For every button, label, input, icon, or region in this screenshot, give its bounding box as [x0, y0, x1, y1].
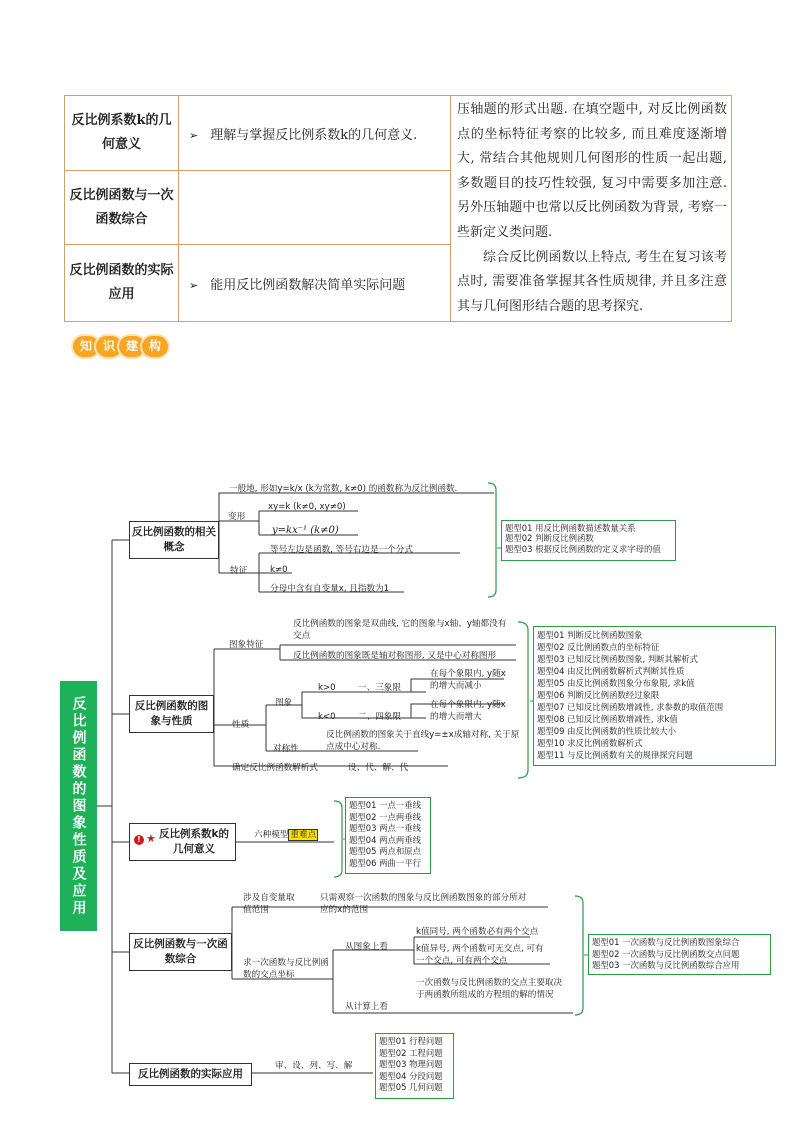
range-label: 涉及自变量取值范围	[243, 893, 295, 915]
star-icon: ★	[146, 832, 156, 845]
branch-application: 反比例函数的实际应用	[129, 1063, 252, 1086]
label-graph-feature: 图象特征	[229, 640, 264, 650]
topic-cell: 反比例函数与一次函数综合	[65, 171, 179, 245]
question-type: 题型06 判断反比例函数经过象限	[537, 690, 660, 700]
graph-view-label: 从图象上看	[345, 942, 388, 952]
graph-feature-1: 反比例函数的图象是双曲线, 它的图象与x轴、y轴都没有交点	[293, 619, 507, 641]
exam-note-p1: 压轴题的形式出题. 在填空题中, 对反比例函数点的坐标特征考察的比较多, 而且难度逐渐增大, 常结合其他规则几何图形的性质一起出题, 多数题目的技巧性较强, 复习中需要多加注意. 另外压轴题中也常以反比例函数为背景, 考察一些新定义类问题.	[457, 102, 727, 240]
question-type: 题型03 已知反比例函数图象, 判断其解析式	[537, 654, 699, 664]
label-feature: 特征	[230, 566, 248, 576]
arrow-icon: ➢	[189, 278, 199, 292]
goal-text: 能用反比例函数解决简单实际问题	[210, 277, 406, 293]
question-type: 题型03 一次函数与反比例函数综合应用	[592, 960, 740, 971]
question-type: 题型04 由反比例函数解析式判断其性质	[537, 666, 685, 676]
question-type: 题型06 两曲一平行	[349, 857, 421, 868]
question-types-box	[588, 934, 771, 975]
key-difficulty-tag: 重难点	[290, 830, 317, 840]
question-type: 题型04 分段问题	[379, 1070, 443, 1081]
topic-cell: 反比例函数的实际应用	[65, 245, 179, 322]
exam-note-p2: 综合反比例函数以上特点, 考生在复习该考点时, 需要准备掌握其各性质规律, 并且多注意其与几何图形结合题的思考探究.	[457, 249, 727, 314]
question-type: 题型02 工程问题	[379, 1047, 443, 1058]
label-graph: 图象	[275, 698, 293, 708]
branch-concept: 反比例函数的相关概念	[129, 521, 219, 559]
transform-2: y=kx⁻¹ (k≠0)	[272, 525, 339, 536]
question-type: 题型05 两点和原点	[349, 846, 421, 857]
k-positive: k>0	[318, 683, 336, 693]
calc-view-label: 从计算上看	[345, 1002, 388, 1012]
decreasing-text: 在每个象限内, y随x的增大而减小	[430, 669, 506, 691]
question-type: 题型02 反比例函数点的坐标特征	[537, 642, 660, 652]
question-type: 题型03 根据反比例函数的定义求字母的值	[505, 543, 661, 554]
question-type: 题型03 两点一垂线	[349, 823, 421, 834]
branch-linear-combo: 反比例函数与一次函数综合	[129, 933, 232, 971]
feature-3: 分母中含有自变量x, 且指数为1	[270, 584, 390, 594]
quadrant-1-3: 一、三象限	[358, 683, 401, 693]
question-type: 题型09 由反比例函数的性质比较大小	[537, 726, 676, 736]
range-text: 只需观察一次函数的图象与反比例函数图象的部分所对应的x的范围	[320, 893, 527, 915]
calc-text: 一次函数与反比例函数的交点主要取决于两函数所组成的方程组的解的情况	[416, 978, 563, 1000]
question-type: 题型02 一次函数与反比例函数交点问题	[592, 948, 740, 959]
steps-text: 审、设、列、写、解	[275, 1061, 353, 1071]
same-sign-text: k值同号, 两个函数必有两个交点	[416, 927, 539, 937]
question-types-box	[533, 626, 776, 766]
quadrant-2-4: 二、四象限	[358, 712, 401, 722]
question-type: 题型05 由反比例函数图象分布象限, 求k值	[537, 678, 695, 688]
question-type: 题型01 一次函数与反比例函数图象综合	[592, 937, 740, 947]
analytic-steps: 设、代、解、代	[348, 763, 409, 773]
graph-feature-2: 反比例函数的图象既是轴对称图形, 又是中心对称图形	[293, 651, 497, 661]
branch-graph-properties: 反比例函数的图象与性质	[129, 695, 214, 733]
question-type: 题型02 判断反比例函数	[505, 533, 594, 544]
badge-char: 构	[142, 336, 168, 357]
k-negative: k<0	[318, 712, 336, 722]
goal-text: 理解与掌握反比例系数k的几何意义.	[210, 127, 418, 143]
branch-k-geometry: 反比例系数k的几何意义	[129, 823, 236, 861]
feature-2: k≠0	[270, 565, 288, 575]
question-type: 题型01 判断反比例函数图象	[537, 630, 643, 640]
badge-char: 知	[73, 336, 99, 357]
question-type: 题型08 已知反比例函数增减性, 求k值	[537, 714, 678, 724]
feature-1: 等号左边是函数, 等号右边是一个分式	[270, 545, 413, 555]
symmetry-text: 反比例函数的图象关于直线y=±x成轴对称, 关于原点成中心对称.	[326, 730, 520, 752]
label-analytic: 确定反比例函数解析式	[232, 763, 318, 773]
question-type: 题型01 一点一垂线	[349, 800, 421, 810]
question-type: 题型01 用反比例函数描述数量关系	[505, 523, 636, 533]
question-type: 题型07 已知反比例函数增减性, 求参数的取值范围	[537, 702, 724, 712]
important-icon: !	[134, 835, 144, 845]
question-types-box	[345, 797, 431, 874]
transform-1: xy=k (k≠0, xy≠0)	[268, 502, 346, 512]
question-type: 题型05 几何问题	[379, 1082, 443, 1093]
arrow-icon: ➢	[189, 128, 199, 142]
label-property: 性质	[232, 720, 250, 730]
topic-cell: 反比例系数k的几何意义	[65, 96, 179, 171]
question-type: 题型04 两点两垂线	[349, 834, 421, 845]
badge-char: 识	[96, 336, 122, 357]
definition-text: 一般地, 形如y=k/x (k为常数, k≠0) 的函数称为反比例函数.	[229, 484, 458, 494]
increasing-text: 在每个象限内, y随x的增大而增大	[430, 700, 506, 722]
label-transform: 变形	[228, 512, 246, 522]
question-type: 题型02 一点两垂线	[349, 811, 421, 822]
question-types-box	[501, 520, 676, 561]
question-type: 题型03 物理问题	[379, 1059, 443, 1070]
label-symmetry: 对称性	[273, 744, 299, 754]
question-types-box	[375, 1033, 454, 1099]
mindmap-root: 反比例函数的图象性质及应用	[60, 681, 97, 931]
intersection-label: 求一次函数与反比例函数的交点坐标	[243, 958, 329, 980]
diff-sign-text: k值异号, 两个函数可无交点, 可有一个交点, 可有两个交点	[416, 944, 544, 966]
question-type: 题型01 行程问题	[379, 1036, 443, 1046]
badge-char: 建	[119, 336, 145, 357]
question-type: 题型10 求反比例函数解析式	[537, 738, 643, 748]
question-type: 题型11 与反比例函数有关的规律探究问题	[537, 750, 693, 760]
six-models-label: 六种模型 重难点	[254, 830, 317, 840]
